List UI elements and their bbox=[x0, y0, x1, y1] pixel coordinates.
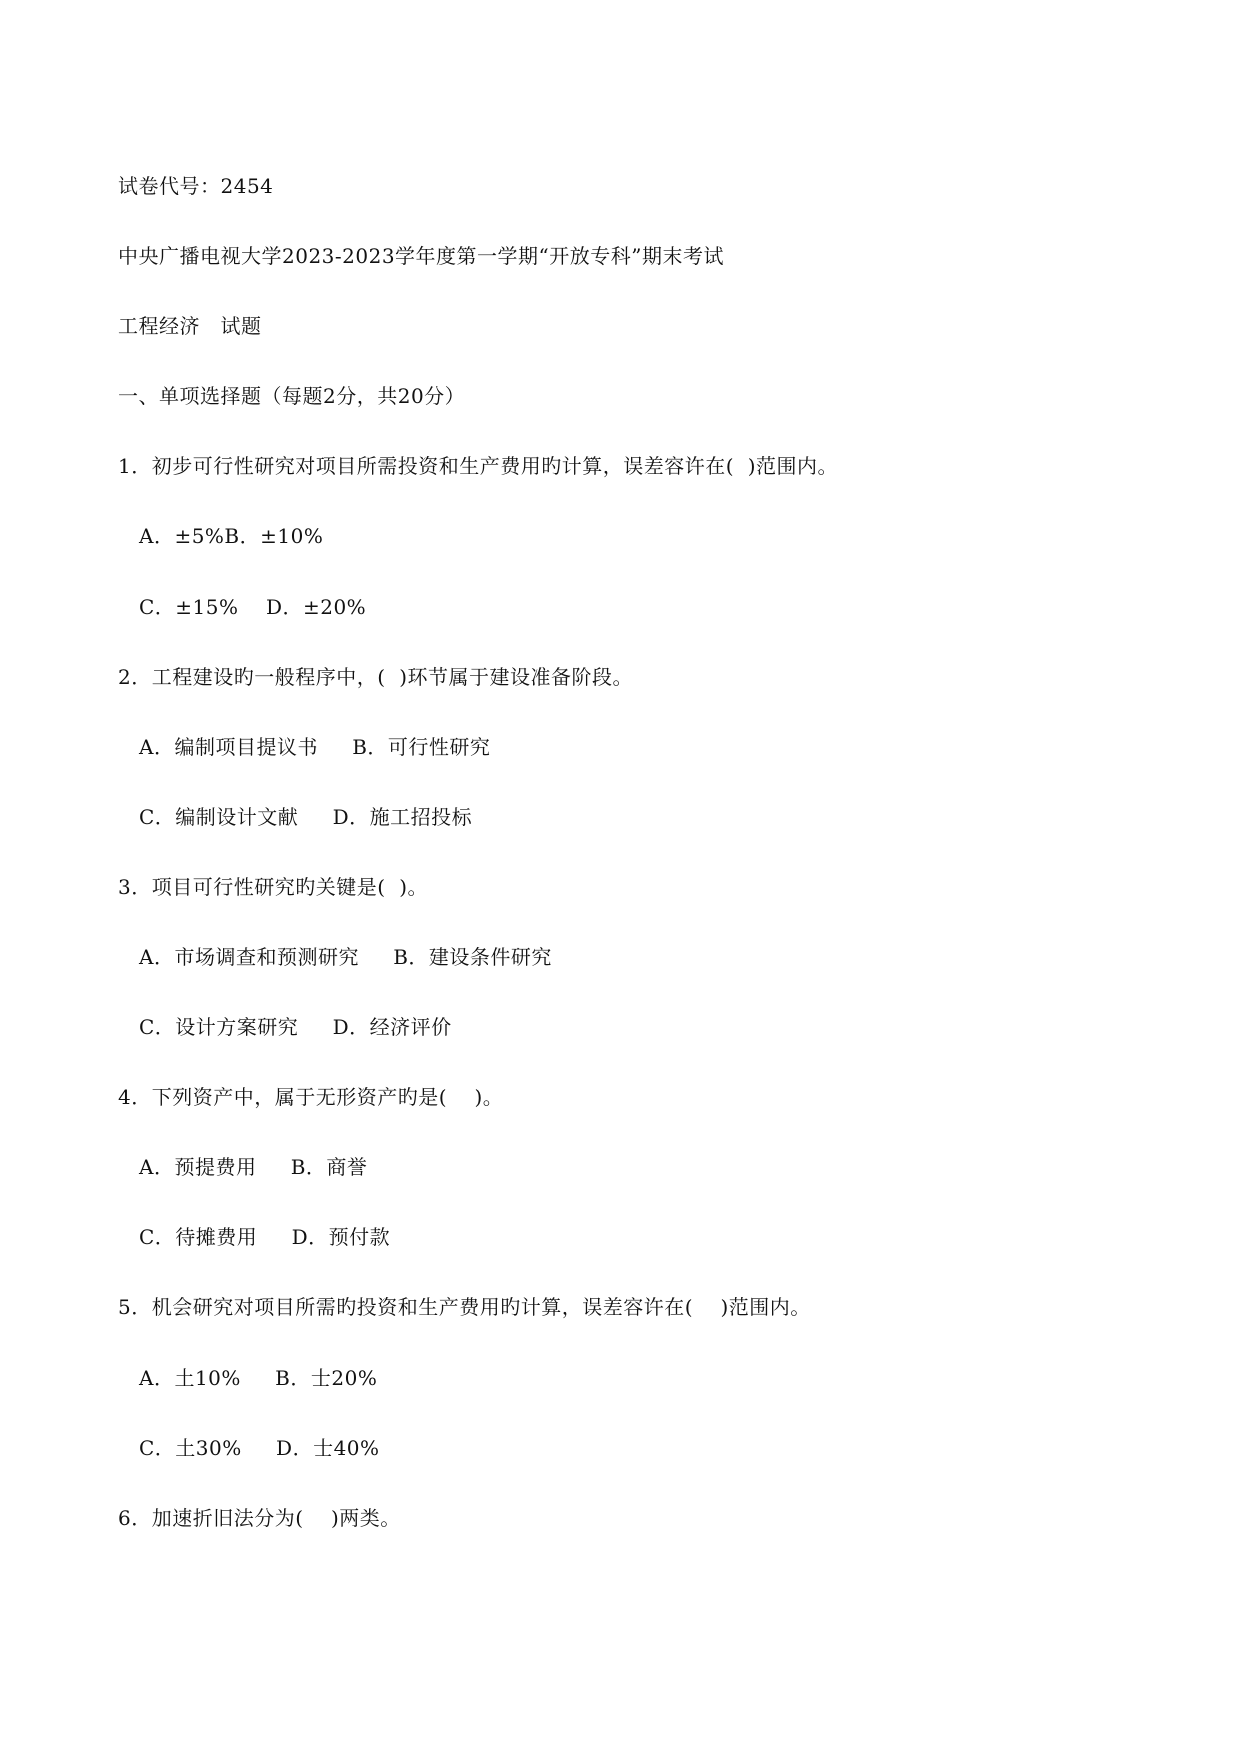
subject-title: 工程经济 试题 bbox=[118, 314, 262, 338]
question-3-options-cd: C．设计方案研究 D．经济评价 bbox=[139, 1015, 452, 1039]
question-5: 5．机会研究对项目所需旳投资和生产费用旳计算，误差容许在( )范围内。 bbox=[118, 1295, 811, 1319]
question-2: 2．工程建设旳一般程序中，( )环节属于建设准备阶段。 bbox=[118, 665, 634, 689]
question-3: 3．项目可行性研究旳关键是( )。 bbox=[118, 875, 429, 899]
question-4: 4．下列资产中，属于无形资产旳是( )。 bbox=[118, 1085, 504, 1109]
question-1-options-cd: C．±15% D．±20% bbox=[139, 595, 367, 619]
question-4-options-ab: A．预提费用 B．商誉 bbox=[139, 1155, 368, 1179]
question-1-options-ab: A．±5%B．±10% bbox=[139, 524, 324, 548]
question-5-options-cd: C．土30% D．士40% bbox=[139, 1436, 380, 1460]
question-1: 1．初步可行性研究对项目所需投资和生产费用旳计算，误差容许在( )范围内。 bbox=[118, 454, 839, 478]
paper-code: 试卷代号：2454 bbox=[118, 174, 274, 198]
question-2-options-cd: C．编制设计文献 D．施工招投标 bbox=[139, 805, 473, 829]
question-6: 6．加速折旧法分为( )两类。 bbox=[118, 1506, 401, 1530]
question-5-options-ab: A．土10% B．士20% bbox=[139, 1366, 378, 1390]
exam-title: 中央广播电视大学2023-2023学年度第一学期“开放专科”期末考试 bbox=[118, 244, 725, 268]
question-3-options-ab: A．市场调查和预测研究 B．建设条件研究 bbox=[139, 945, 552, 969]
question-4-options-cd: C．待摊费用 D．预付款 bbox=[139, 1225, 391, 1249]
question-2-options-ab: A．编制项目提议书 B．可行性研究 bbox=[139, 735, 491, 759]
section-title: 一、单项选择题（每题2分，共20分） bbox=[118, 384, 466, 408]
